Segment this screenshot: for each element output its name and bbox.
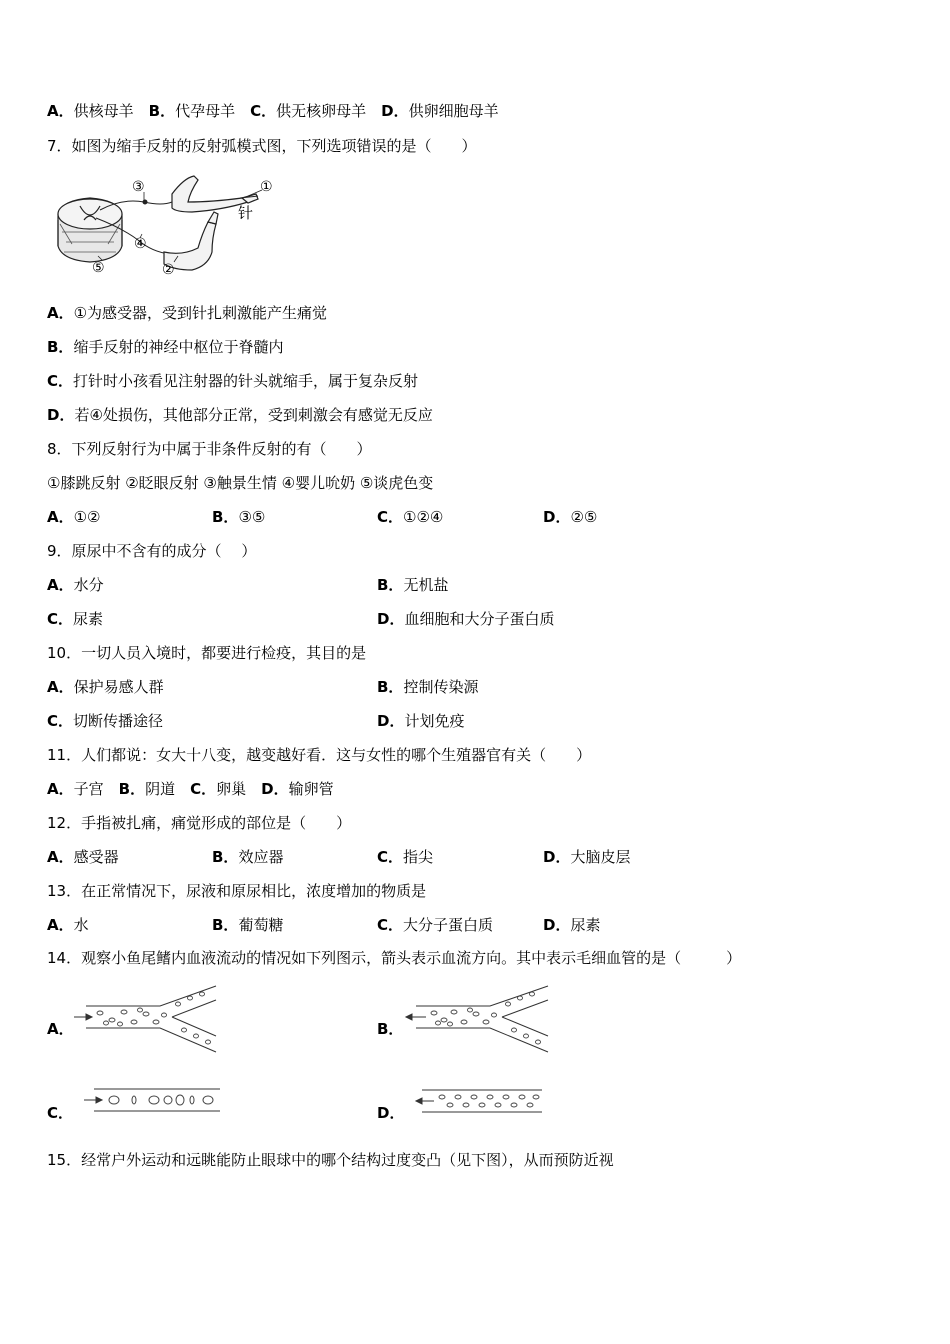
q12-stem: 12．手指被扎痛，痛觉形成的部位是（ ） (47, 814, 352, 832)
q7-option-c: C．打针时小孩看见注射器的针头就缩手，属于复杂反射 (47, 372, 419, 390)
q11-options: A．子宫 B．阴道 C．卵巢 D．输卵管 (47, 780, 334, 798)
vessel-diagram-d (412, 1086, 544, 1116)
q8-list: ①膝跳反射 ②眨眼反射 ③触景生情 ④婴儿吮奶 ⑤谈虎色变 (47, 474, 434, 492)
q10-option-a: A．保护易感人群 (47, 678, 164, 696)
q8-stem: 8．下列反射行为中属于非条件反射的有（ ） (47, 440, 372, 458)
q14-option-a-letter: A． (47, 1020, 74, 1038)
fig-label-4: ④ (134, 236, 147, 252)
fig-label-2: ② (162, 262, 175, 278)
q14-stem: 14．观察小鱼尾鳍内血液流动的情况如下列图示，箭头表示血流方向。其中表示毛细血管的是（ ） (47, 949, 742, 967)
q12-option-b: B．效应器 (212, 848, 284, 866)
fig-label-needle: 针 (238, 204, 254, 222)
q6-options: A．供核母羊 B．代孕母羊 C．供无核卵母羊 D．供卵细胞母羊 (47, 102, 499, 120)
q7-option-b: B．缩手反射的神经中枢位于脊髓内 (47, 338, 284, 356)
fig-label-5: ⑤ (92, 260, 105, 276)
q13-option-a: A．水 (47, 916, 89, 934)
vessel-diagram-b (402, 982, 552, 1054)
vessel-diagram-a (72, 982, 222, 1054)
q12-option-a: A．感受器 (47, 848, 119, 866)
q8-option-b: B．③⑤ (212, 508, 266, 526)
vessel-diagram-c (82, 1084, 222, 1116)
q13-option-c: C．大分子蛋白质 (377, 916, 494, 934)
q14-option-b-letter: B． (377, 1020, 404, 1038)
q10-option-d: D．计划免疫 (377, 712, 465, 730)
q9-option-b: B．无机盐 (377, 576, 449, 594)
q13-option-d: D．尿素 (543, 916, 601, 934)
q9-option-c: C．尿素 (47, 610, 104, 628)
q11-stem: 11．人们都说：女大十八变，越变越好看．这与女性的哪个生殖器官有关（ ） (47, 746, 592, 764)
q8-option-d: D．②⑤ (543, 508, 598, 526)
q9-stem: 9．原尿中不含有的成分（ ） (47, 542, 257, 560)
q12-option-c: C．指尖 (377, 848, 434, 866)
reflex-arc-figure (52, 172, 292, 282)
q9-option-a: A．水分 (47, 576, 104, 594)
q14-option-d-letter: D． (377, 1104, 405, 1122)
q12-option-d: D．大脑皮层 (543, 848, 631, 866)
q8-option-c: C．①②④ (377, 508, 444, 526)
q15-stem: 15．经常户外运动和远眺能防止眼球中的哪个结构过度变凸（见下图），从而预防近视 (47, 1151, 614, 1169)
q7-option-d: D．若④处损伤，其他部分正常，受到刺激会有感觉无反应 (47, 406, 433, 424)
q10-stem: 10．一切人员入境时，都要进行检疫，其目的是 (47, 644, 367, 662)
q10-option-b: B．控制传染源 (377, 678, 479, 696)
q9-option-d: D．血细胞和大分子蛋白质 (377, 610, 555, 628)
fig-label-3: ③ (132, 179, 145, 195)
q7-option-a: A．①为感受器，受到针扎刺激能产生痛觉 (47, 304, 328, 322)
q7-stem: 7．如图为缩手反射的反射弧模式图，下列选项错误的是（ ） (47, 137, 477, 155)
q10-option-c: C．切断传播途径 (47, 712, 164, 730)
q13-stem: 13．在正常情况下，尿液和原尿相比，浓度增加的物质是 (47, 882, 427, 900)
q8-option-a: A．①② (47, 508, 101, 526)
fig-label-1: ① (260, 179, 273, 195)
q13-option-b: B．葡萄糖 (212, 916, 284, 934)
q14-option-c-letter: C． (47, 1104, 74, 1122)
